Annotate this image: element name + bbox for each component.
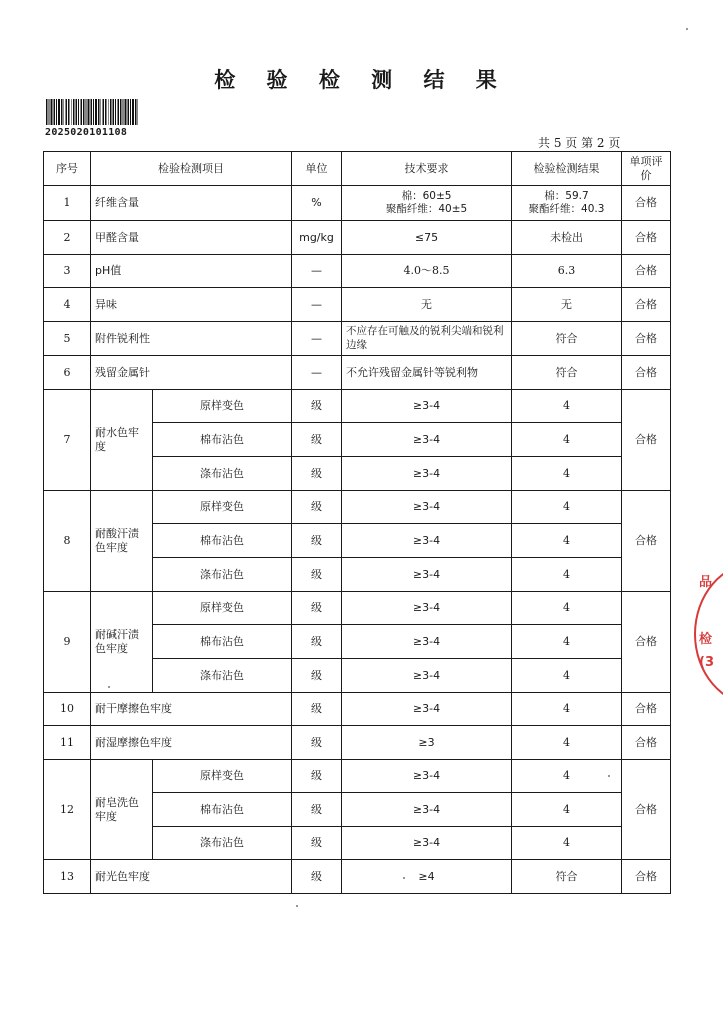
row-result: 符合 <box>512 860 622 894</box>
row-result: 4 <box>512 592 622 625</box>
row-unit: 级 <box>292 423 342 457</box>
row-requirement: ≥3-4 <box>342 558 512 592</box>
row-seq: 4 <box>44 288 91 322</box>
row-unit: 级 <box>292 592 342 625</box>
row-unit: 级 <box>292 693 342 726</box>
row-unit: 级 <box>292 860 342 894</box>
row-requirement: ≥3-4 <box>342 524 512 558</box>
row-result: 4 <box>512 558 622 592</box>
row-item: 耐干摩擦色牢度 <box>91 693 292 726</box>
row-unit: 级 <box>292 390 342 423</box>
row-verdict: 合格 <box>622 356 671 390</box>
row-requirement: ≥3-4 <box>342 760 512 793</box>
row-result: 4 <box>512 625 622 659</box>
sub-item: 原样变色 <box>153 592 292 625</box>
table-row <box>44 186 671 221</box>
row-result <box>512 186 622 221</box>
row-item: 纤维含量 <box>91 186 292 221</box>
sub-item: 棉布沾色 <box>153 625 292 659</box>
row-result: 6.3 <box>512 255 622 288</box>
row-unit: 级 <box>292 524 342 558</box>
row-result: 4 <box>512 659 622 693</box>
seal-char: 检 <box>699 632 713 647</box>
row-result: 4 <box>512 693 622 726</box>
row-requirement: 4.0～8.5 <box>342 255 512 288</box>
table-row <box>44 356 671 390</box>
row-item: 耐皂洗色牢度 <box>91 760 153 860</box>
row-seq: 9 <box>44 592 91 693</box>
row-requirement: ≥3-4 <box>342 625 512 659</box>
row-seq: 6 <box>44 356 91 390</box>
report-title: 检 验 检 测 结 果 <box>214 68 509 92</box>
row-verdict: 合格 <box>622 491 671 592</box>
row-requirement: 不应存在可触及的锐利尖端和锐利边缘 <box>342 322 512 356</box>
scan-speck <box>686 28 688 30</box>
sub-item: 涤布沾色 <box>153 457 292 491</box>
row-item: 耐碱汗渍色牢度 <box>91 592 153 693</box>
table-row <box>44 760 671 793</box>
row-requirement: ≤75 <box>342 221 512 255</box>
row-result: 4 <box>512 793 622 827</box>
sub-item: 涤布沾色 <box>153 827 292 860</box>
row-requirement: ≥3-4 <box>342 592 512 625</box>
row-requirement: ≥3-4 <box>342 827 512 860</box>
row-seq: 13 <box>44 860 91 894</box>
row-verdict: 合格 <box>622 760 671 860</box>
row-item: 附件锐利性 <box>91 322 292 356</box>
sub-item: 涤布沾色 <box>153 558 292 592</box>
row-result: 符合 <box>512 322 622 356</box>
row-result: 4 <box>512 726 622 760</box>
result-line: 棉：59.7 <box>544 189 589 202</box>
header-item: 检验检测项目 <box>91 152 292 186</box>
table-row <box>44 693 671 726</box>
scan-speck <box>403 877 405 879</box>
sub-item: 原样变色 <box>153 491 292 524</box>
row-unit: — <box>292 322 342 356</box>
row-seq: 1 <box>44 186 91 221</box>
sub-item: 原样变色 <box>153 390 292 423</box>
row-requirement: ≥3-4 <box>342 793 512 827</box>
page-current: 第 2 页 <box>581 136 621 150</box>
row-requirement: ≥3-4 <box>342 693 512 726</box>
row-unit: 级 <box>292 760 342 793</box>
barcode <box>46 99 138 125</box>
row-verdict: 合格 <box>622 592 671 693</box>
scan-speck <box>608 775 610 777</box>
header-verdict: 单项评价 <box>622 152 671 186</box>
row-requirement: 不允许残留金属针等锐利物 <box>342 356 512 390</box>
row-unit: 级 <box>292 491 342 524</box>
table-row <box>44 255 671 288</box>
row-unit: — <box>292 255 342 288</box>
seal-text <box>699 562 714 669</box>
row-verdict: 合格 <box>622 726 671 760</box>
row-seq: 2 <box>44 221 91 255</box>
row-seq: 5 <box>44 322 91 356</box>
sub-item: 涤布沾色 <box>153 659 292 693</box>
row-requirement: 无 <box>342 288 512 322</box>
red-seal-stamp <box>694 562 723 702</box>
row-item: 耐光色牢度 <box>91 860 292 894</box>
row-unit: 级 <box>292 558 342 592</box>
row-verdict: 合格 <box>622 693 671 726</box>
row-seq: 7 <box>44 390 91 491</box>
header-result: 检验检测结果 <box>512 152 622 186</box>
table-row <box>44 288 671 322</box>
row-item: 耐水色牢度 <box>91 390 153 491</box>
row-verdict: 合格 <box>622 288 671 322</box>
row-unit: % <box>292 186 342 221</box>
sub-item: 棉布沾色 <box>153 524 292 558</box>
row-unit: 级 <box>292 659 342 693</box>
row-verdict: 合格 <box>622 322 671 356</box>
row-item: pH值 <box>91 255 292 288</box>
row-result: 4 <box>512 491 622 524</box>
row-requirement: ≥3-4 <box>342 390 512 423</box>
row-result: 4 <box>512 457 622 491</box>
row-result: 无 <box>512 288 622 322</box>
header-requirement: 技术要求 <box>342 152 512 186</box>
table-row <box>44 322 671 356</box>
seal-char: 品 <box>699 575 713 590</box>
row-item: 异味 <box>91 288 292 322</box>
row-unit: mg/kg <box>292 221 342 255</box>
barcode-number: 2025020101108 <box>45 127 128 138</box>
row-unit: 级 <box>292 827 342 860</box>
row-seq: 3 <box>44 255 91 288</box>
row-result: 符合 <box>512 356 622 390</box>
row-verdict: 合格 <box>622 186 671 221</box>
header-seq: 序号 <box>44 152 91 186</box>
scan-speck <box>108 686 110 688</box>
row-item: 甲醛含量 <box>91 221 292 255</box>
table-row <box>44 860 671 894</box>
row-unit: 级 <box>292 793 342 827</box>
table-row <box>44 726 671 760</box>
row-result: 4 <box>512 524 622 558</box>
table-row <box>44 592 671 625</box>
row-requirement: ≥3 <box>342 726 512 760</box>
sub-item: 原样变色 <box>153 760 292 793</box>
row-requirement: ≥3-4 <box>342 659 512 693</box>
requirement-line: 聚酯纤维：40±5 <box>385 203 468 215</box>
requirement-line: 棉：60±5 <box>401 189 452 202</box>
row-result: 4 <box>512 390 622 423</box>
result-line: 聚酯纤维：40.3 <box>528 203 605 215</box>
row-result: 4 <box>512 760 622 793</box>
sub-item: 棉布沾色 <box>153 423 292 457</box>
row-unit: 级 <box>292 625 342 659</box>
page-info <box>538 134 620 151</box>
row-unit: 级 <box>292 726 342 760</box>
row-requirement <box>342 186 512 221</box>
table-row <box>44 221 671 255</box>
row-seq: 12 <box>44 760 91 860</box>
row-verdict: 合格 <box>622 390 671 491</box>
row-seq: 8 <box>44 491 91 592</box>
row-result: 4 <box>512 827 622 860</box>
row-verdict: 合格 <box>622 860 671 894</box>
row-requirement: ≥3-4 <box>342 423 512 457</box>
page-total: 共 5 页 <box>538 136 578 150</box>
scan-speck <box>296 905 298 907</box>
row-item: 耐湿摩擦色牢度 <box>91 726 292 760</box>
row-result: 4 <box>512 423 622 457</box>
sub-item: 棉布沾色 <box>153 793 292 827</box>
row-item: 残留金属针 <box>91 356 292 390</box>
seal-char: (3 <box>699 655 714 670</box>
row-unit: — <box>292 356 342 390</box>
table-row <box>44 390 671 423</box>
row-seq: 10 <box>44 693 91 726</box>
row-requirement: ≥4 <box>342 860 512 894</box>
row-result: 未检出 <box>512 221 622 255</box>
row-unit: — <box>292 288 342 322</box>
row-unit: 级 <box>292 457 342 491</box>
table-header-row <box>44 152 671 186</box>
results-table <box>43 151 671 894</box>
header-unit: 单位 <box>292 152 342 186</box>
row-requirement: ≥3-4 <box>342 457 512 491</box>
row-item: 耐酸汗渍色牢度 <box>91 491 153 592</box>
row-requirement: ≥3-4 <box>342 491 512 524</box>
row-seq: 11 <box>44 726 91 760</box>
row-verdict: 合格 <box>622 255 671 288</box>
row-verdict: 合格 <box>622 221 671 255</box>
table-row <box>44 491 671 524</box>
